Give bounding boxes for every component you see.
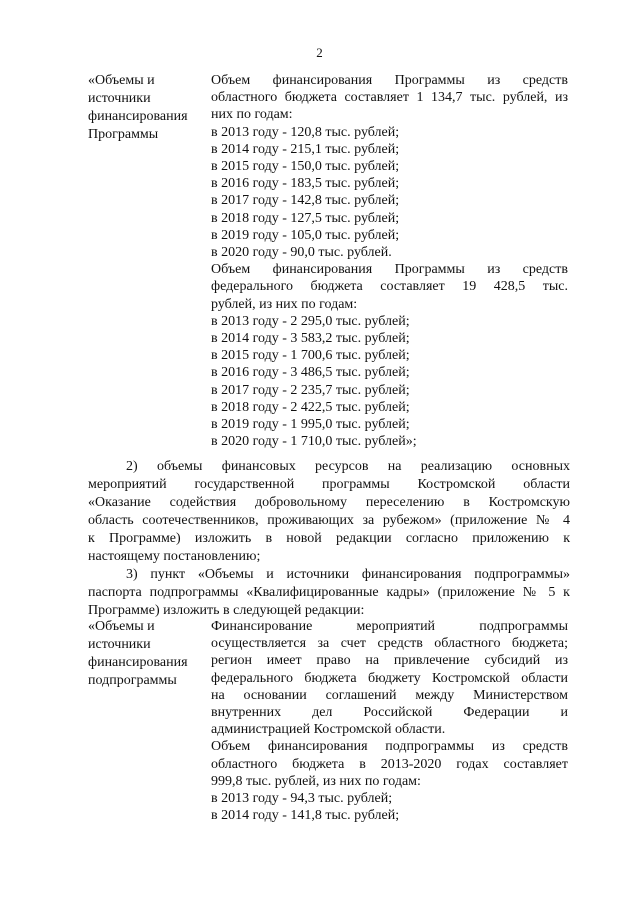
text-line: в 2018 году - 127,5 тыс. рублей; — [211, 210, 400, 226]
text-line: в 2020 году - 90,0 тыс. рублей. — [211, 245, 392, 261]
text-line: настоящему постановлению; — [88, 549, 261, 564]
text-line: в 2020 году - 1 710,0 тыс. рублей»; — [211, 434, 417, 450]
label-line: источники — [88, 91, 151, 106]
text-line: федерального бюджета бюджету Костромской области — [211, 670, 568, 686]
funding-values-program — [211, 72, 568, 450]
label-line: Программы — [88, 127, 159, 142]
text-line: в 2017 году - 142,8 тыс. рублей; — [211, 193, 400, 209]
text-line: к Программе) изложить в новой редакции согласно приложению к — [88, 531, 570, 546]
text-line: в 2018 году - 2 422,5 тыс. рублей; — [211, 399, 410, 415]
text-line: них по годам: — [211, 107, 293, 123]
text-line: в 2015 году - 1 700,6 тыс. рублей; — [211, 348, 410, 364]
funding-label-program — [88, 72, 203, 144]
text-line: Финансирование мероприятий подпрограммы — [211, 619, 568, 634]
label-line: подпрограммы — [88, 673, 177, 688]
label-line: финансирования — [88, 655, 188, 670]
text-line: «Оказание содействия добровольному переселению в Костромскую — [88, 495, 570, 510]
text-line: Объем финансирования Программы из средств — [211, 262, 568, 278]
text-line: в 2019 году - 1 995,0 тыс. рублей; — [211, 417, 410, 433]
funding-label-subprogram — [88, 618, 203, 690]
label-line: «Объемы и — [88, 619, 155, 634]
funding-values-subprogram — [211, 618, 568, 824]
funding-block-program — [88, 72, 568, 462]
text-line: федерального бюджета составляет 19 428,5 тыс. — [211, 279, 568, 295]
text-line: Программе) изложить в следующей редакции: — [88, 603, 365, 618]
text-line: осуществляется за счет средств областного бюджета; — [211, 636, 568, 652]
text-line: в 2014 году - 141,8 тыс. рублей; — [211, 808, 400, 824]
text-line: 3) пункт «Объемы и источники финансирования подпрограммы» — [126, 567, 570, 582]
text-line: мероприятий государственной программы Костромской области — [88, 477, 570, 492]
text-line: паспорта подпрограммы «Квалифицированные кадры» (приложение № 5 к — [88, 585, 570, 600]
text-line: Объем финансирования Программы из средств — [211, 73, 568, 88]
page-number: 2 — [316, 45, 323, 60]
label-line: финансирования — [88, 109, 188, 124]
text-line: областного бюджета в 2013-2020 годах составляет — [211, 756, 568, 772]
text-line: в 2016 году - 3 486,5 тыс. рублей; — [211, 365, 410, 381]
paragraph-item-2 — [88, 458, 570, 566]
text-line: внутренних дел Российской Федерации и — [211, 705, 568, 721]
paragraph-item-3 — [88, 566, 570, 620]
text-line: 999,8 тыс. рублей, из них по годам: — [211, 773, 421, 789]
text-line: областного бюджета составляет 1 134,7 тыс. рублей, из — [211, 90, 568, 106]
funding-block-subprogram — [88, 618, 568, 828]
label-line: «Объемы и — [88, 73, 155, 88]
text-line: в 2016 году - 183,5 тыс. рублей; — [211, 176, 400, 192]
text-line: область соотечественников, проживающих за рубежом» (приложение № 4 — [88, 513, 570, 528]
text-line: администрацией Костромской области. — [211, 722, 446, 738]
text-line: 2) объемы финансовых ресурсов на реализацию основных — [126, 459, 570, 474]
text-line: рублей, из них по годам: — [211, 296, 358, 312]
text-line: в 2014 году - 215,1 тыс. рублей; — [211, 141, 400, 157]
text-line: в 2017 году - 2 235,7 тыс. рублей; — [211, 382, 410, 398]
text-line: регион имеет право на привлечение субсидий из — [211, 653, 568, 669]
text-line: Объем финансирования подпрограммы из средств — [211, 739, 568, 755]
text-line: в 2013 году - 94,3 тыс. рублей; — [211, 791, 393, 807]
text-line: на основании соглашений между Министерством — [211, 687, 568, 703]
text-line: в 2013 году - 120,8 тыс. рублей; — [211, 124, 400, 140]
text-line: в 2014 году - 3 583,2 тыс. рублей; — [211, 331, 410, 347]
text-line: в 2015 году - 150,0 тыс. рублей; — [211, 159, 400, 175]
label-line: источники — [88, 637, 151, 652]
text-line: в 2019 году - 105,0 тыс. рублей; — [211, 227, 400, 243]
text-line: в 2013 году - 2 295,0 тыс. рублей; — [211, 313, 410, 329]
